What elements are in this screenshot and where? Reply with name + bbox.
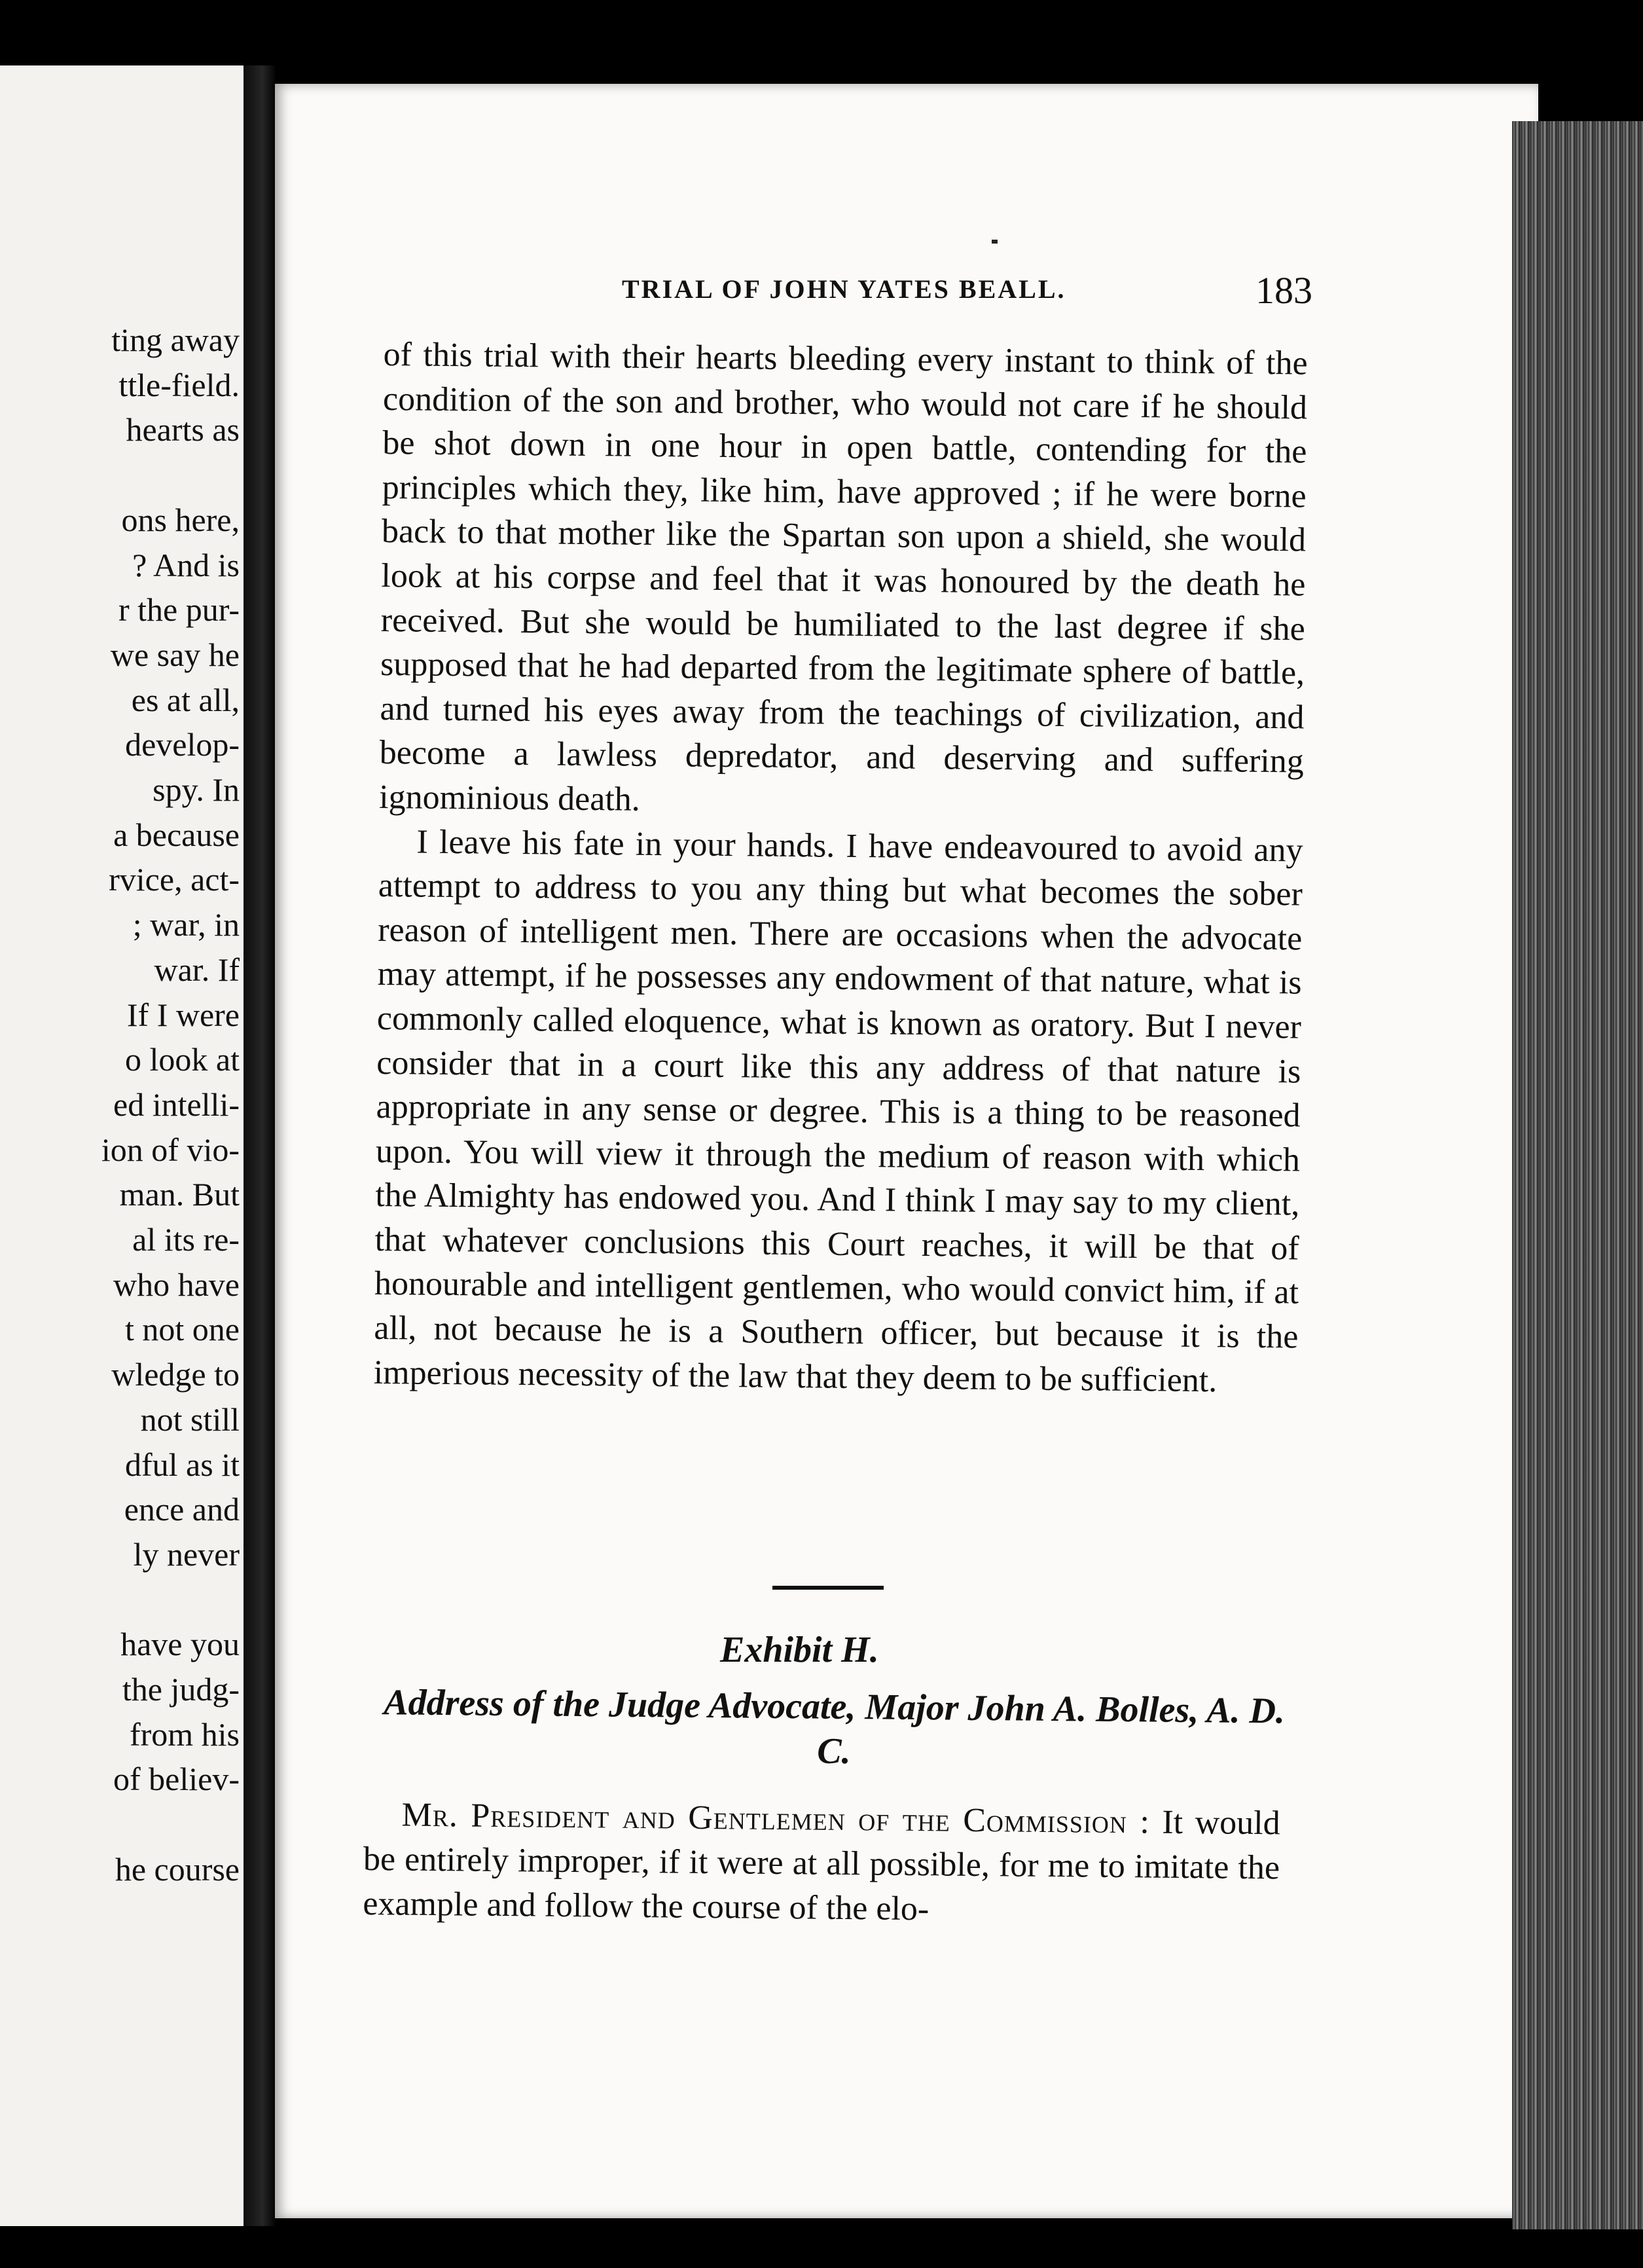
left-page-line: have you bbox=[120, 1626, 240, 1663]
left-page-line: war. If bbox=[154, 951, 240, 988]
left-page-line: dful as it bbox=[125, 1446, 240, 1483]
running-header: TRIAL OF JOHN YATES BEALL. bbox=[622, 274, 1066, 304]
left-page-line bbox=[101, 452, 240, 498]
address-opening: It would be entirely improper, if it were at all possible, for me to imitate the example and follow the course of the elo- bbox=[363, 1803, 1280, 1928]
left-page-line: ons here, bbox=[121, 501, 240, 538]
left-page-line bbox=[101, 1802, 240, 1847]
page-edges bbox=[1512, 121, 1643, 2229]
left-page-line: ed intelli- bbox=[113, 1086, 240, 1123]
left-page-line: ly never bbox=[133, 1535, 240, 1573]
left-page-line: es at all, bbox=[131, 681, 240, 718]
left-page-line: ence and bbox=[124, 1491, 240, 1528]
left-page-line: wledge to bbox=[111, 1356, 240, 1393]
left-page-line: ; war, in bbox=[132, 906, 240, 943]
left-page-line: not still bbox=[140, 1400, 240, 1438]
left-page-line: al its re- bbox=[132, 1221, 240, 1258]
left-page-line: hearts as bbox=[126, 411, 240, 448]
section-divider bbox=[772, 1586, 884, 1590]
ink-speck bbox=[992, 240, 998, 244]
left-page-line: o look at bbox=[125, 1041, 240, 1078]
left-page-line: spy. In bbox=[153, 771, 240, 809]
left-page-line: If I were bbox=[126, 996, 240, 1033]
page-number: 183 bbox=[1255, 269, 1312, 312]
left-page-line: who have bbox=[113, 1266, 240, 1303]
left-page-line: rvice, act- bbox=[109, 861, 240, 898]
left-page-line: he course bbox=[115, 1850, 240, 1888]
left-page-line: r the pur- bbox=[118, 591, 240, 629]
salutation: Mr. President and Gentlemen of the Commission : bbox=[401, 1796, 1151, 1841]
left-page-line: develop- bbox=[125, 726, 240, 763]
address-text bbox=[363, 1793, 1280, 1935]
left-page-line: we say he bbox=[110, 636, 240, 673]
left-page-line: from his bbox=[129, 1715, 240, 1753]
exhibit-subheading: Address of the Judge Advocate, Major John A. Bolles, A. D. C. bbox=[383, 1682, 1286, 1772]
left-page-line: ttle-field. bbox=[118, 366, 240, 403]
left-page-line: t not one bbox=[125, 1311, 240, 1348]
left-page-line: ting away bbox=[111, 321, 240, 358]
left-page-line: man. But bbox=[119, 1176, 240, 1213]
left-page-line: the judg- bbox=[122, 1671, 240, 1708]
paragraph: of this trial with their hearts bleeding every instant to think of the condition of the son and brother, who would not care if he should be shot down in one hour in open battle, contending for the principles which they, like him, have approved ; if he were borne back to that mother like the Spartan son upon a shield, she would look at his corpse and feel that it was honoured by the death he received. But she would be humiliated to the last degree if she supposed that he had departed from the legitimate sphere of battle, and turned his eyes away from the teachings of civilization, and become a lawless depredator, and deserving and suffering ignominious death. bbox=[378, 335, 1308, 818]
left-page-line bbox=[101, 1577, 240, 1622]
left-page-line: a because bbox=[113, 816, 240, 853]
book-gutter bbox=[244, 65, 275, 2226]
left-page-line: of believ- bbox=[113, 1761, 240, 1798]
left-page-line: ion of vio- bbox=[101, 1131, 240, 1168]
left-page-line: ? And is bbox=[132, 546, 240, 583]
exhibit-heading: Exhibit H. bbox=[720, 1630, 879, 1670]
main-text bbox=[373, 333, 1308, 1404]
left-page-text bbox=[101, 318, 240, 1892]
paragraph: I leave his fate in your hands. I have endeavoured to avoid any attempt to address to you any thing but what becomes the sober reason of intelligent men. There are occasions when the advocate may attempt, if he possesses any endowment of that nature, what is commonly called eloquence, what is known as oratory. But I never consider that in a court like this any address of that nature is appropriate in any sense or degree. This is a thing to be reasoned upon. You will view it through the medium of reason with which the Almighty has endowed you. And I think I may say to my client, that whatever conclusions this Court reaches, it will be that of honourable and intelligent gentlemen, who would convict him, if at all, not because he is a Southern officer, but because it is the imperious necessity of the law that they deem to be sufficient. bbox=[373, 823, 1303, 1399]
left-facing-page bbox=[0, 65, 244, 2226]
